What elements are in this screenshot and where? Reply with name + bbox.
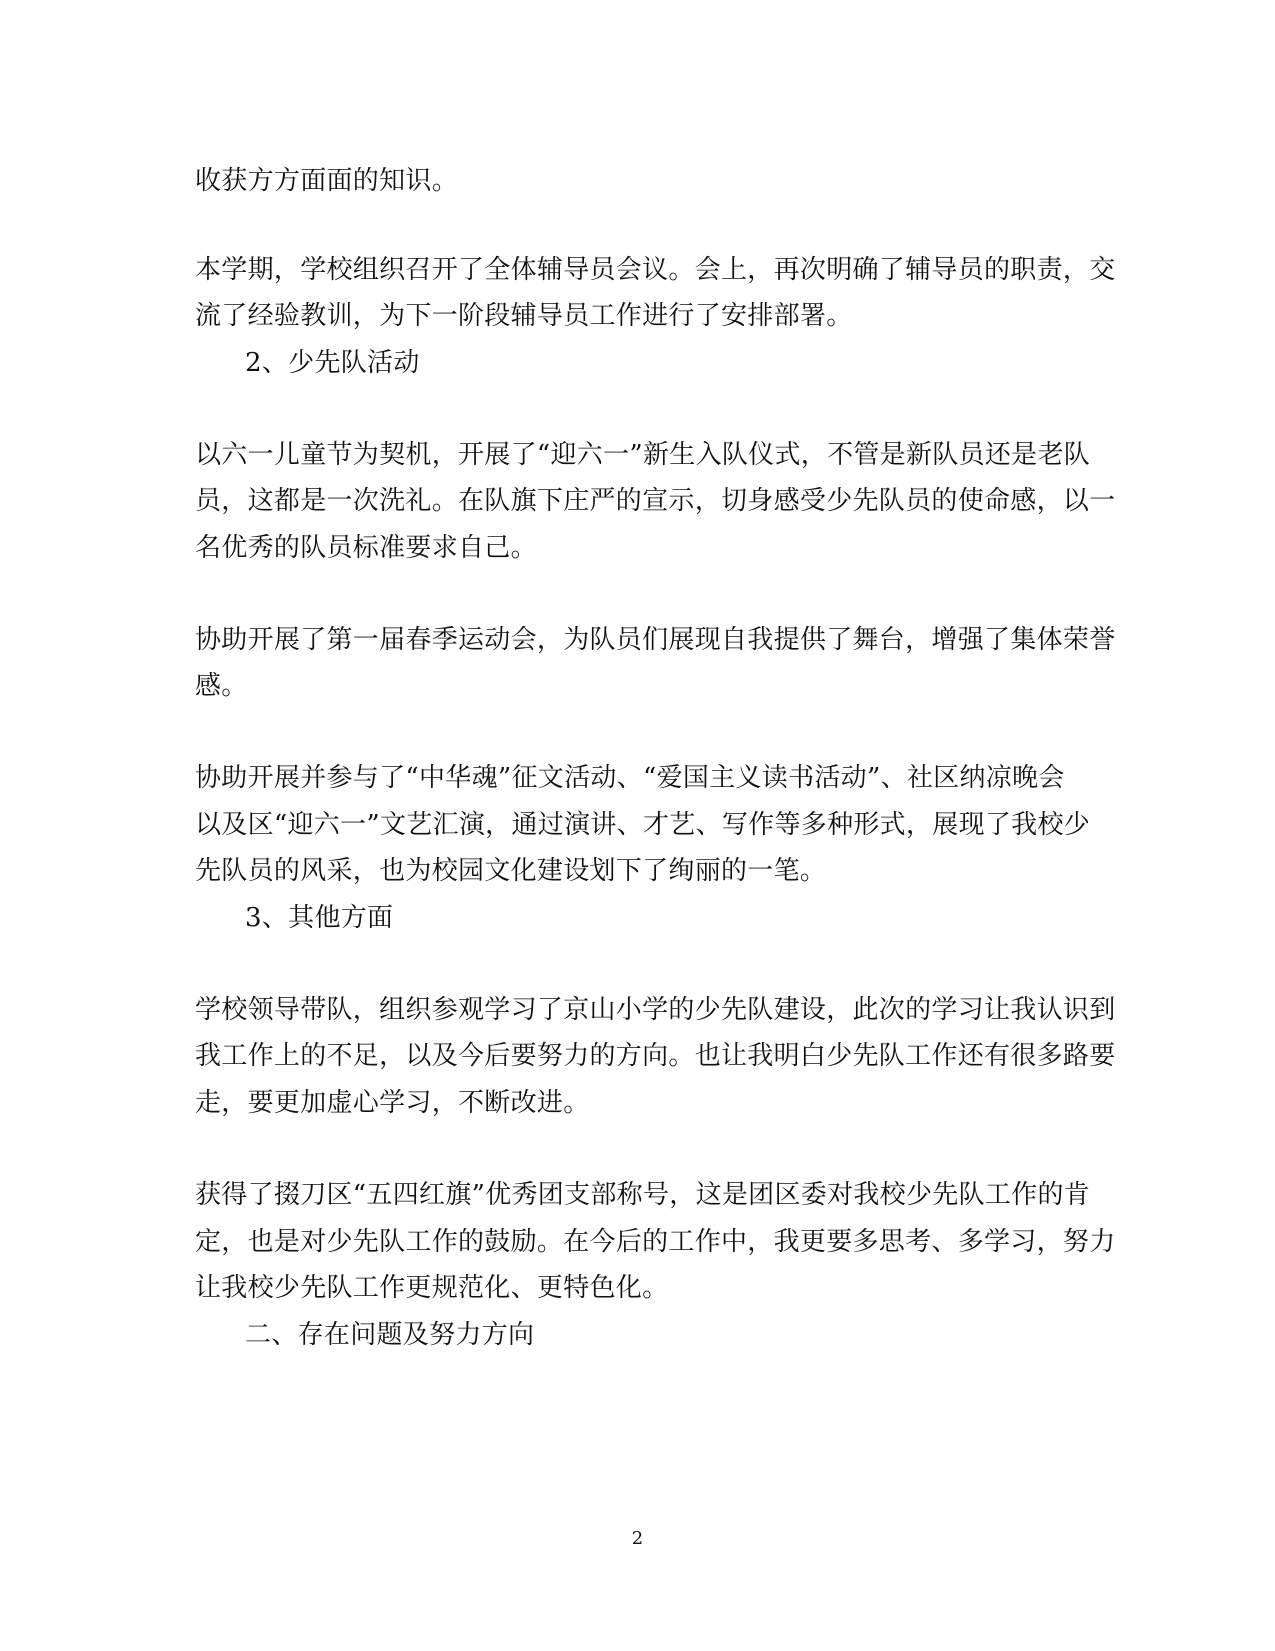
text-line: 我工作上的不足，以及今后要努力的方向。也让我明白少先队工作还有很多路要 bbox=[195, 1041, 1116, 1071]
text-line: 让我校少先队工作更规范化、更特色化。 bbox=[195, 1273, 669, 1303]
text-line: 获得了掇刀区“五四红旗”优秀团支部称号，这是团区委对我校少先队工作的肯 bbox=[195, 1180, 1091, 1210]
text-line: 流了经验教训，为下一阶段辅导员工作进行了安排部署。 bbox=[195, 301, 853, 331]
text-line: 以及区“迎六一”文艺汇演，通过演讲、才艺、写作等多种形式，展现了我校少 bbox=[195, 810, 1091, 840]
text-line: 定，也是对少先队工作的鼓励。在今后的工作中，我更要多思考、多学习，努力 bbox=[195, 1227, 1116, 1257]
text-line: 学校领导带队，组织参观学习了京山小学的少先队建设，此次的学习让我认识到 bbox=[195, 995, 1116, 1025]
text-line: 员，这都是一次洗礼。在队旗下庄严的宣示，切身感受少先队员的使命感，以一 bbox=[195, 486, 1116, 516]
section-heading: 2、少先队活动 bbox=[245, 348, 420, 378]
text-line: 协助开展了第一届春季运动会，为队员们展现自我提供了舞台，增强了集体荣誉 bbox=[195, 625, 1116, 655]
page-number: 2 bbox=[631, 1528, 644, 1549]
text-line: 收获方方面面的知识。 bbox=[195, 166, 459, 196]
text-line: 走，要更加虚心学习，不断改进。 bbox=[195, 1088, 590, 1118]
text-line: 先队员的风采，也为校园文化建设划下了绚丽的一笔。 bbox=[195, 856, 827, 886]
text-line: 感。 bbox=[195, 671, 248, 701]
text-line: 协助开展并参与了“中华魂”征文活动、“爱国主义读书活动”、社区纳凉晚会 bbox=[195, 763, 1065, 793]
text-line: 以六一儿童节为契机，开展了“迎六一”新生入队仪式，不管是新队员还是老队 bbox=[195, 440, 1091, 470]
text-line: 名优秀的队员标准要求自己。 bbox=[195, 533, 537, 563]
section-heading: 3、其他方面 bbox=[245, 903, 394, 933]
text-line: 本学期，学校组织召开了全体辅导员会议。会上，再次明确了辅导员的职责，交 bbox=[195, 255, 1116, 285]
section-heading: 二、存在问题及努力方向 bbox=[245, 1320, 535, 1350]
